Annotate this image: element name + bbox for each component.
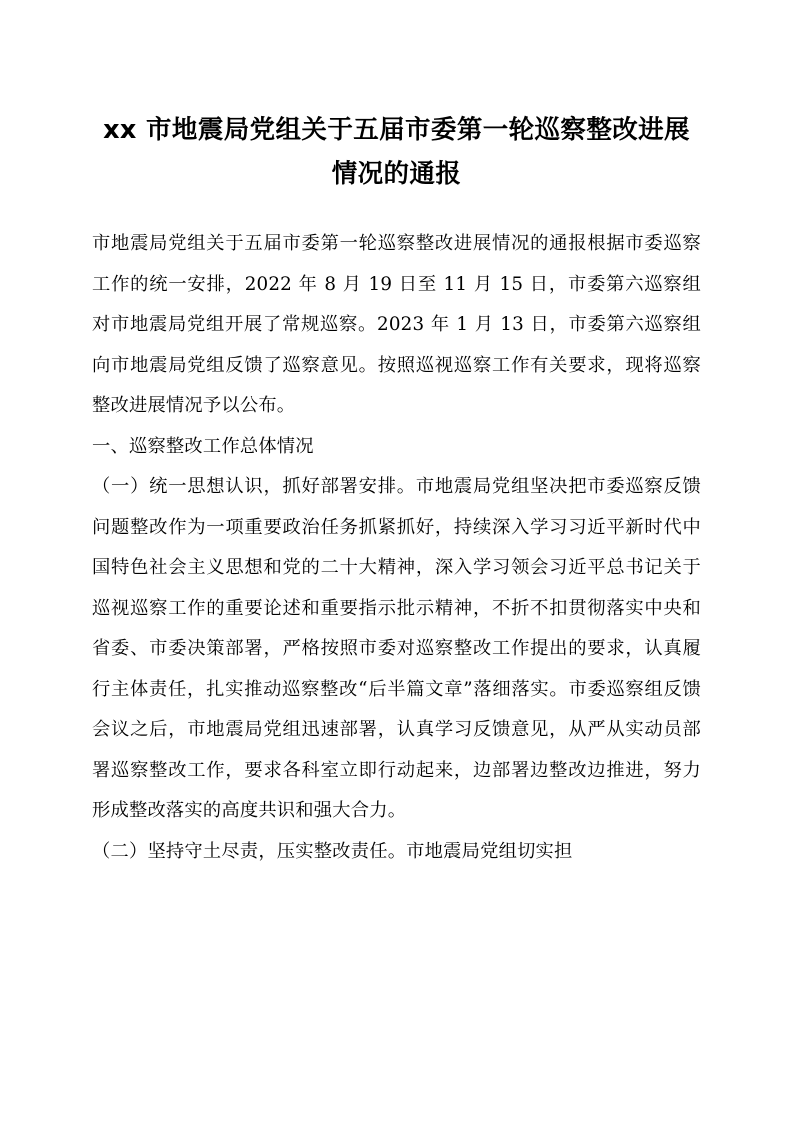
paragraph-intro: 市地震局党组关于五届市委第一轮巡察整改进展情况的通报根据市委巡察工作的统一安排，2022 年 8 月 19 日至 11 月 15 日，市委第六巡察组对市地震局党组开展了常规巡察。2023 年 1 月 13 日，市委第六巡察组向市地震局党组反馈了巡察意见。按照巡视巡察工作有关要求，现将巡察整改进展情况予以公布。 <box>92 233 701 416</box>
document-body <box>92 224 701 872</box>
page-title: xx 市地震局党组关于五届市委第一轮巡察整改进展情况的通报 <box>103 115 690 189</box>
paragraph-item-one: （一）统一思想认识，抓好部署安排。市地震局党组坚决把市委巡察反馈问题整改作为一项重要政治任务抓紧抓好，持续深入学习习近平新时代中国特色社会主义思想和党的二十大精神，深入学习领会习近平总书记关于巡视巡察工作的重要论述和重要指示批示精神，不折不扣贯彻落实中央和省委、市委决策部署，严格按照市委对巡察整改工作提出的要求，认真履行主体责任，扎实推动巡察整改“后半篇文章”落细落实。市委巡察组反馈会议之后，市地震局党组迅速部署，认真学习反馈意见，从严从实动员部署巡察整改工作，要求各科室立即行动起来，边部署边整改边推进，努力形成整改落实的高度共识和强大合力。 <box>92 476 701 821</box>
paragraph-item-two: （二）坚持守土尽责，压实整改责任。市地震局党组切实担 <box>92 840 573 862</box>
section-heading-one: 一、巡察整改工作总体情况 <box>92 435 314 457</box>
